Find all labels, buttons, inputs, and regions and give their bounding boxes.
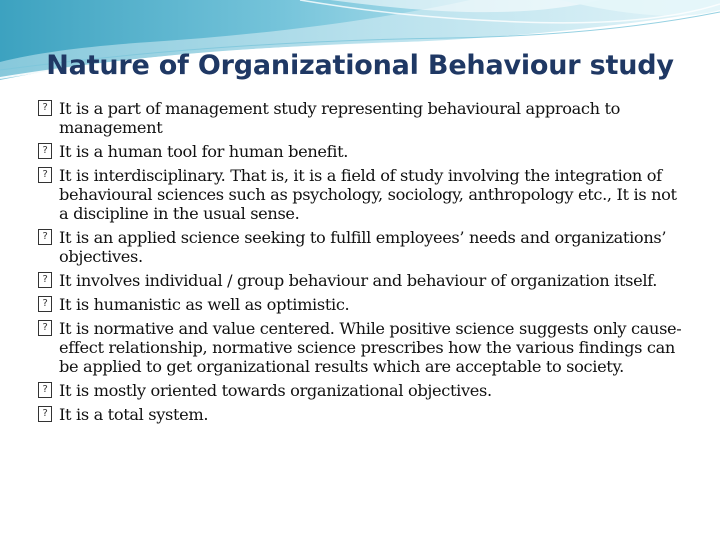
bullet-marker-icon: ? [38,272,52,288]
list-item [38,405,688,424]
bullet-text: It is interdisciplinary. That is, it is a field of study involving the integration of behavioural sciences such as psychology, sociology, anthropology etc., It is not a discipline in the usual sense. [59,166,677,223]
bullet-marker-icon: ? [38,406,52,422]
bullet-text: It is an applied science seeking to fulfill employees’ needs and organizations’ objectives. [59,228,667,266]
bullet-text: It is a part of management study representing behavioural approach to management [59,99,621,137]
bullet-list [38,99,688,429]
list-item [38,381,688,400]
bullet-marker-icon: ? [38,296,52,312]
bullet-marker-icon: ? [38,100,52,116]
bullet-text: It is a total system. [59,405,209,424]
bullet-marker-icon: ? [38,320,52,336]
list-item [38,228,688,266]
bullet-text: It is mostly oriented towards organizational objectives. [59,381,492,400]
list-item [38,271,688,290]
list-item [38,142,688,161]
bullet-marker-icon: ? [38,143,52,159]
slide-title: Nature of Organizational Behaviour study [46,50,674,81]
list-item [38,319,688,376]
bullet-text: It is humanistic as well as optimistic. [59,295,350,314]
bullet-text: It is a human tool for human benefit. [59,142,349,161]
bullet-marker-icon: ? [38,382,52,398]
bullet-marker-icon: ? [38,229,52,245]
bullet-text: It is normative and value centered. While positive science suggests only cause-effect relationship, normative science prescribes how the various findings can be applied to get organizational results which are acceptable to society. [59,319,682,376]
list-item [38,99,688,137]
list-item [38,166,688,223]
list-item [38,295,688,314]
bullet-text: It involves individual / group behaviour and behaviour of organization itself. [59,271,658,290]
bullet-marker-icon: ? [38,167,52,183]
